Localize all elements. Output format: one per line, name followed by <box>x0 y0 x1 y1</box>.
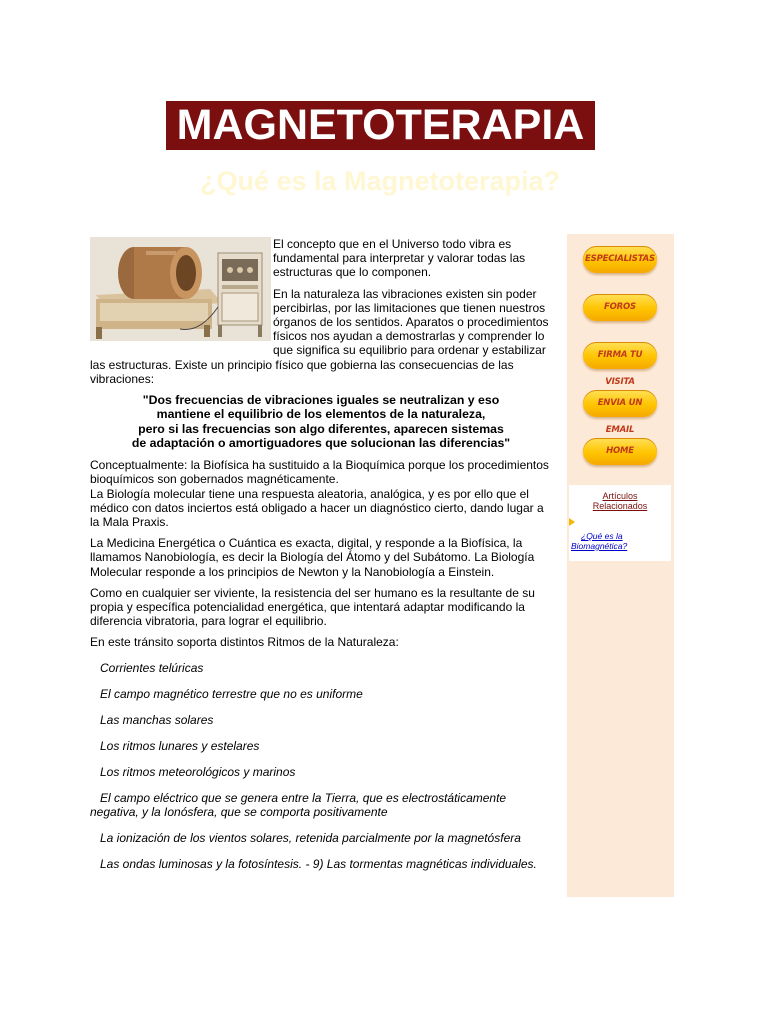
biology-paragraph: La Biología molecular tiene una respuesta aleatoria, analógica, y es por ello que el médico con datos inciertos está obligado a hacer un diagnóstico cierto, dando lugar a la Mala Praxis. <box>90 486 544 530</box>
related-heading-line: Artículos <box>602 491 638 501</box>
list-item: Las manchas solares <box>100 712 214 727</box>
list-item: Los ritmos lunares y estelares <box>100 738 260 753</box>
principle-quote <box>90 393 552 450</box>
list-item: El campo magnético terrestre que no es uniforme <box>100 686 363 701</box>
quote-line: "Dos frecuencias de vibraciones iguales se neutralizan y eso <box>142 393 500 408</box>
rhythms-intro-paragraph: En este tránsito soporta distintos Ritmos de la Naturaleza: <box>90 635 399 650</box>
list-item: La ionización de los vientos solares, retenida parcialmente por la magnetósfera <box>100 830 521 845</box>
related-heading-line: Relacionados <box>592 501 648 511</box>
quote-line: mantiene el equilibrio de los elementos de la naturaleza, <box>156 407 486 422</box>
envia-un-email-button[interactable]: ENVIA UN EMAIL <box>583 390 657 417</box>
related-article-link[interactable] <box>571 531 669 551</box>
energetic-medicine-paragraph: La Medicina Energética o Cuántica es exacta, digital, y responde a la Biofísica, la llamamos Nanobiología, es decir la Biología del Átomo y del Subátomo. La Biología Molecular responde a los principios de Newton y la Nanobiología a Einstein. <box>90 536 535 579</box>
article-body <box>90 237 552 883</box>
quote-line: de adaptación o amortiguadores que solucionan las diferencias" <box>131 435 511 450</box>
magnetotherapy-device-image <box>90 237 271 341</box>
firma-tu-visita-button[interactable]: FIRMA TU VISITA <box>583 342 657 369</box>
arrow-right-icon <box>569 518 575 526</box>
list-item: Corrientes telúricas <box>100 660 204 675</box>
page-subtitle: ¿Qué es la Magnetoterapia? <box>199 166 561 196</box>
foros-button[interactable]: FOROS <box>583 294 657 321</box>
intro-paragraph-2: En la naturaleza las vibraciones existen sin poder percibirlas, por las limitaciones que tienen nuestros órganos de los sentidos. Aparatos o procedimientos físicos nos ayudan a demostrarlas y comprender lo que significa su equilibrio para ordenar y estabilizar las estructuras. Existe un principio físico que gobierna las consecuencias de las vibraciones: <box>90 286 549 386</box>
device-illustration <box>90 237 271 341</box>
related-link-line: ¿Qué es la <box>581 531 623 541</box>
especialistas-button[interactable]: ESPECIALISTAS <box>583 246 657 273</box>
sidebar <box>567 234 674 897</box>
related-link-line: Biomagnética? <box>571 541 628 551</box>
intro-paragraph-1: El concepto que en el Universo todo vibra es fundamental para interpretar y valorar todas las estructuras que lo componen. <box>273 237 526 280</box>
list-item: El campo eléctrico que se genera entre la Tierra, que es electrostáticamente negativa, y la Ionósfera, que se comporta positivamente <box>90 790 507 819</box>
conceptual-paragraph: Conceptualmente: la Biofísica ha sustituido a la Bioquímica porque los procedimientos bioquímicos son gobernados magnéticamente. <box>90 458 549 487</box>
quote-line: pero si las frecuencias son algo diferentes, aparecen sistemas <box>138 421 504 436</box>
page-title: MAGNETOTERAPIA <box>166 101 595 150</box>
related-articles-heading[interactable] <box>569 491 671 511</box>
related-articles-box <box>569 485 671 561</box>
nature-rhythms-list <box>90 661 552 871</box>
living-being-paragraph: Como en cualquier ser viviente, la resistencia del ser humano es la resultante de su propia y específica potencialidad energética, que intentará adaptar modificando la diferencia vibratoria, para lograr el equilibrio. <box>90 585 535 629</box>
home-button[interactable]: HOME <box>583 438 657 465</box>
list-item: Los ritmos meteorológicos y marinos <box>100 764 296 779</box>
list-item: Las ondas luminosas y la fotosíntesis. - 9) Las tormentas magnéticas individuales. <box>100 856 537 871</box>
